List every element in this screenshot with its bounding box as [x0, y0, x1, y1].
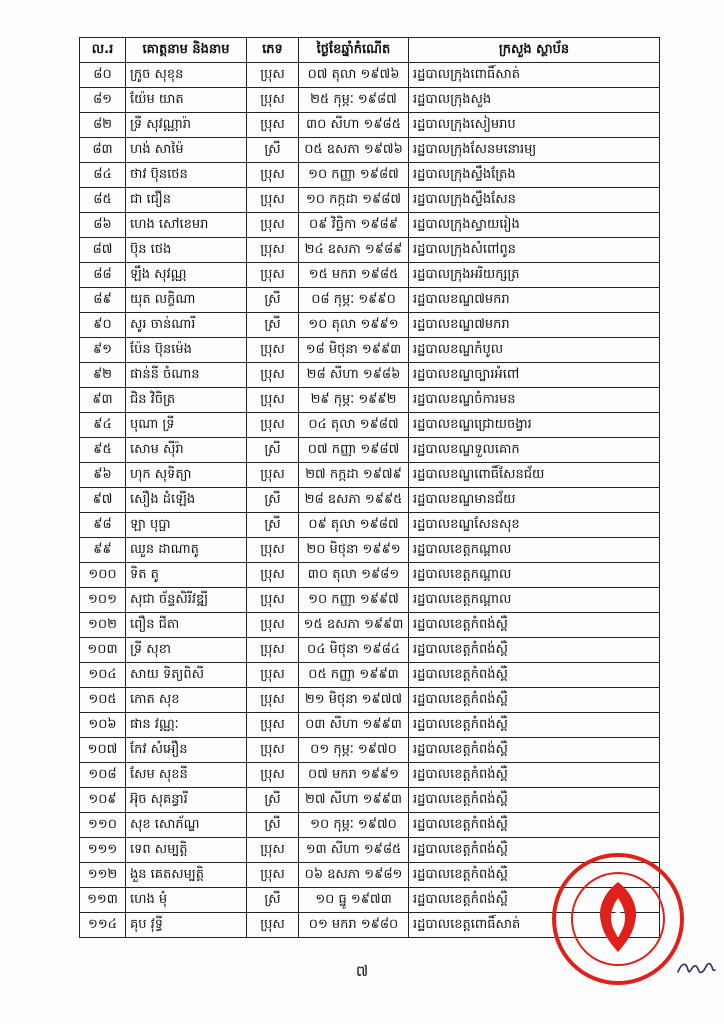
table-row	[80, 363, 660, 388]
row-number-cell: ៨៤	[80, 163, 126, 188]
full-name-cell: សែម សុខនី	[126, 763, 247, 788]
row-number-cell: ៩៦	[80, 463, 126, 488]
birth-date-cell: ២៨ សីហា ១៩៨៦	[299, 363, 409, 388]
row-number-cell: ៩១	[80, 338, 126, 363]
birth-date-cell: ១០ តុលា ១៩៩១	[299, 313, 409, 338]
table-row	[80, 188, 660, 213]
full-name-cell: គុប វុទ្ធី	[126, 913, 247, 938]
table-row	[80, 213, 660, 238]
full-name-cell: ឡា បុប្ផា	[126, 513, 247, 538]
birth-date-cell: ១០ កញ្ញា ១៩៩៧	[299, 588, 409, 613]
birth-date-cell: ១០ កក្កដា ១៩៨៧	[299, 188, 409, 213]
full-name-cell: ប៊ុន ថេង	[126, 238, 247, 263]
institution-cell: រដ្ឋបាលខណ្ឌ៧មករា	[409, 313, 660, 338]
official-seal	[551, 852, 685, 986]
institution-cell: រដ្ឋបាលខេត្តកំពង់ស្ពឺ	[409, 713, 660, 738]
row-number-cell: ៨០	[80, 63, 126, 88]
header-number: ល.រ	[80, 38, 126, 63]
full-name-cell: សុខ សោភ័ណ្ឌ	[126, 813, 247, 838]
birth-date-cell: ១០ កុម្ភៈ ១៩៧០	[299, 813, 409, 838]
row-number-cell: ៩៣	[80, 388, 126, 413]
birth-date-cell: ២៧ សីហា ១៩៩៣	[299, 788, 409, 813]
institution-cell: រដ្ឋបាលខណ្ឌជ្រោយចង្វារ	[409, 413, 660, 438]
row-number-cell: ១១៣	[80, 888, 126, 913]
institution-cell: រដ្ឋបាលខណ្ឌសែនសុខ	[409, 513, 660, 538]
birth-date-cell: ០១ កុម្ភៈ ១៩៧០	[299, 738, 409, 763]
full-name-cell: ទ្រី សុខា	[126, 638, 247, 663]
institution-cell: រដ្ឋបាលក្រុងអរិយក្សត្រ	[409, 263, 660, 288]
table-row	[80, 413, 660, 438]
birth-date-cell: ២០ មិថុនា ១៩៩១	[299, 538, 409, 563]
table-row	[80, 263, 660, 288]
institution-cell: រដ្ឋបាលខេត្តកំពង់ស្ពឺ	[409, 838, 660, 863]
institution-cell: រដ្ឋបាលខេត្តកំពង់ស្ពឺ	[409, 663, 660, 688]
full-name-cell: អ៊ុច សុគន្ធារី	[126, 788, 247, 813]
institution-cell: រដ្ឋបាលខណ្ឌមានជ័យ	[409, 488, 660, 513]
birth-date-cell: ១០ ធ្នូ ១៩៧៣	[299, 888, 409, 913]
full-name-cell: ថាវ ប៊ុនថេន	[126, 163, 247, 188]
row-number-cell: ១០៤	[80, 663, 126, 688]
row-number-cell: ៨៣	[80, 138, 126, 163]
row-number-cell: ៩៤	[80, 413, 126, 438]
sex-cell: ស្រី	[247, 788, 299, 813]
sex-cell: ស្រី	[247, 488, 299, 513]
table-row	[80, 313, 660, 338]
institution-cell: រដ្ឋបាលក្រុងសែនមនោរម្យ	[409, 138, 660, 163]
table-row	[80, 688, 660, 713]
row-number-cell: ១១១	[80, 838, 126, 863]
row-number-cell: ១០៩	[80, 788, 126, 813]
table-row	[80, 288, 660, 313]
row-number-cell: ១១០	[80, 813, 126, 838]
personnel-table	[79, 37, 660, 938]
table-row	[80, 238, 660, 263]
row-number-cell: ៩៧	[80, 488, 126, 513]
table-header-row	[80, 38, 660, 63]
sex-cell: ប្រុស	[247, 688, 299, 713]
birth-date-cell: ២៩ កុម្ភៈ ១៩៩២	[299, 388, 409, 413]
institution-cell: រដ្ឋបាលខណ្ឌពោធិ៍សែនជ័យ	[409, 463, 660, 488]
sex-cell: ប្រុស	[247, 663, 299, 688]
row-number-cell: ៩៩	[80, 538, 126, 563]
table-row	[80, 763, 660, 788]
header-institution: ក្រសួង ស្ថាប័ន	[409, 38, 660, 63]
full-name-cell: យុត លក្ខិណា	[126, 288, 247, 313]
table-row	[80, 488, 660, 513]
birth-date-cell: ២៥ កុម្ភៈ ១៩៨៧	[299, 88, 409, 113]
institution-cell: រដ្ឋបាលខណ្ឌទួលគោក	[409, 438, 660, 463]
birth-date-cell: ១៣ សីហា ១៩៨៥	[299, 838, 409, 863]
row-number-cell: ១០០	[80, 563, 126, 588]
birth-date-cell: ០៧ តុលា ១៩៧៦	[299, 63, 409, 88]
signature-mark	[676, 954, 716, 980]
birth-date-cell: ០៦ ឧសភា ១៩៨១	[299, 863, 409, 888]
full-name-cell: ក្រូច សុខុន	[126, 63, 247, 88]
full-name-cell: ទ្រី សុវណ្ណារ៉ា	[126, 113, 247, 138]
sex-cell: ស្រី	[247, 888, 299, 913]
full-name-cell: ហេង សៅខេមរា	[126, 213, 247, 238]
sex-cell: ប្រុស	[247, 613, 299, 638]
institution-cell: រដ្ឋបាលខណ្ឌ៧មករា	[409, 288, 660, 313]
sex-cell: ប្រុស	[247, 588, 299, 613]
sex-cell: ប្រុស	[247, 363, 299, 388]
full-name-cell: ពឿន ជីតា	[126, 613, 247, 638]
table-row	[80, 813, 660, 838]
full-name-cell: ទិត តូ	[126, 563, 247, 588]
table-row	[80, 88, 660, 113]
sex-cell: ប្រុស	[247, 63, 299, 88]
sex-cell: ប្រុស	[247, 238, 299, 263]
institution-cell: រដ្ឋបាលខេត្តកំពង់ស្ពឺ	[409, 763, 660, 788]
sex-cell: ប្រុស	[247, 88, 299, 113]
full-name-cell: កែវ សំអឿន	[126, 738, 247, 763]
institution-cell: រដ្ឋបាលខេត្តកណ្ដាល	[409, 588, 660, 613]
full-name-cell: ប៉ែន ប៊ុនម៉េង	[126, 338, 247, 363]
institution-cell: រដ្ឋបាលខេត្តកណ្ដាល	[409, 538, 660, 563]
institution-cell: រដ្ឋបាលខេត្តពោធិ៍សាត់	[409, 913, 660, 938]
page-number: ៧	[355, 962, 369, 980]
institution-cell: រដ្ឋបាលក្រុងស្ទឹងត្រែង	[409, 163, 660, 188]
row-number-cell: ៩៨	[80, 513, 126, 538]
table-row	[80, 563, 660, 588]
full-name-cell: សោម ស៊ីរ៉ា	[126, 438, 247, 463]
table-row	[80, 338, 660, 363]
row-number-cell: ៨៨	[80, 263, 126, 288]
birth-date-cell: ៣០ តុលា ១៩៨១	[299, 563, 409, 588]
table-row	[80, 738, 660, 763]
birth-date-cell: ៣០ សីហា ១៩៨៥	[299, 113, 409, 138]
table-row	[80, 663, 660, 688]
full-name-cell: ផាន់នី ចំណាន	[126, 363, 247, 388]
sex-cell: ស្រី	[247, 813, 299, 838]
row-number-cell: ៩៥	[80, 438, 126, 463]
full-name-cell: សឿង ដំឡើង	[126, 488, 247, 513]
header-sex: ភេទ	[247, 38, 299, 63]
sex-cell: ប្រុស	[247, 763, 299, 788]
full-name-cell: ជា ជឿន	[126, 188, 247, 213]
birth-date-cell: ០៧ មករា ១៩៩១	[299, 763, 409, 788]
row-number-cell: ១០៨	[80, 763, 126, 788]
table-row	[80, 138, 660, 163]
institution-cell: រដ្ឋបាលខេត្តកំពង់ស្ពឺ	[409, 688, 660, 713]
sex-cell: ប្រុស	[247, 638, 299, 663]
institution-cell: រដ្ឋបាលក្រុងពោធិ៍សាត់	[409, 63, 660, 88]
birth-date-cell: ០៩ វិច្ឆិកា ១៩៨៩	[299, 213, 409, 238]
sex-cell: ស្រី	[247, 313, 299, 338]
table-row	[80, 63, 660, 88]
full-name-cell: ផាន វណ្ណៈ	[126, 713, 247, 738]
birth-date-cell: ០៥ កញ្ញា ១៩៩៣	[299, 663, 409, 688]
full-name-cell: បុណា ទ្រី	[126, 413, 247, 438]
full-name-cell: សាយ ទិត្យពិសី	[126, 663, 247, 688]
birth-date-cell: ០៣ សីហា ១៩៩៣	[299, 713, 409, 738]
sex-cell: ប្រុស	[247, 413, 299, 438]
institution-cell: រដ្ឋបាលខេត្តកំពង់ស្ពឺ	[409, 888, 660, 913]
table-row	[80, 513, 660, 538]
row-number-cell: ១០២	[80, 613, 126, 638]
full-name-cell: ហេង មុំ	[126, 888, 247, 913]
birth-date-cell: ១០ កញ្ញា ១៩៨៧	[299, 163, 409, 188]
full-name-cell: ហុក សុទិត្យា	[126, 463, 247, 488]
sex-cell: ប្រុស	[247, 913, 299, 938]
table-row	[80, 588, 660, 613]
row-number-cell: ៨៥	[80, 188, 126, 213]
sex-cell: ប្រុស	[247, 738, 299, 763]
full-name-cell: យ៉ែម យាត	[126, 88, 247, 113]
row-number-cell: ១០៦	[80, 713, 126, 738]
full-name-cell: ឡឹង សុវណ្ណ	[126, 263, 247, 288]
birth-date-cell: ០៥ ឧសភា ១៩៧៦	[299, 138, 409, 163]
sex-cell: ស្រី	[247, 288, 299, 313]
table-row	[80, 463, 660, 488]
row-number-cell: ៨៧	[80, 238, 126, 263]
institution-cell: រដ្ឋបាលខេត្តកំពង់ស្ពឺ	[409, 813, 660, 838]
sex-cell: ស្រី	[247, 138, 299, 163]
table-row	[80, 788, 660, 813]
full-name-cell: សុជា ច័ន្ទសិរីវឌ្ឍី	[126, 588, 247, 613]
table-row	[80, 163, 660, 188]
birth-date-cell: ១៥ ឧសភា ១៩៩៣	[299, 613, 409, 638]
row-number-cell: ១០១	[80, 588, 126, 613]
birth-date-cell: ០៩ តុលា ១៩៨៧	[299, 513, 409, 538]
sex-cell: ប្រុស	[247, 188, 299, 213]
institution-cell: រដ្ឋបាលខណ្ឌកំបូល	[409, 338, 660, 363]
sex-cell: ប្រុស	[247, 563, 299, 588]
institution-cell: រដ្ឋបាលខេត្តកំពង់ស្ពឺ	[409, 788, 660, 813]
row-number-cell: ១០៥	[80, 688, 126, 713]
institution-cell: រដ្ឋបាលក្រុងសួង	[409, 88, 660, 113]
institution-cell: រដ្ឋបាលខេត្តកំពង់ស្ពឺ	[409, 638, 660, 663]
sex-cell: ប្រុស	[247, 163, 299, 188]
table-row	[80, 538, 660, 563]
sex-cell: ប្រុស	[247, 263, 299, 288]
table-row	[80, 613, 660, 638]
institution-cell: រដ្ឋបាលក្រុងស្វាយរៀង	[409, 213, 660, 238]
table-row	[80, 113, 660, 138]
birth-date-cell: ២៤ ឧសភា ១៩៨៩	[299, 238, 409, 263]
institution-cell: រដ្ឋបាលខណ្ឌចំការមន	[409, 388, 660, 413]
sex-cell: ប្រុស	[247, 463, 299, 488]
sex-cell: ប្រុស	[247, 388, 299, 413]
birth-date-cell: ២៨ ឧសភា ១៩៩៥	[299, 488, 409, 513]
institution-cell: រដ្ឋបាលខេត្តកំពង់ស្ពឺ	[409, 738, 660, 763]
row-number-cell: ៨១	[80, 88, 126, 113]
institution-cell: រដ្ឋបាលក្រុងស្ទឹងសែន	[409, 188, 660, 213]
table-body	[80, 63, 660, 938]
sex-cell: ប្រុស	[247, 863, 299, 888]
birth-date-cell: ០៨ កុម្ភៈ ១៩៩០	[299, 288, 409, 313]
full-name-cell: ជិន វិចិត្រ	[126, 388, 247, 413]
sex-cell: ប្រុស	[247, 713, 299, 738]
table-row	[80, 388, 660, 413]
row-number-cell: ១០៧	[80, 738, 126, 763]
institution-cell: រដ្ឋបាលខណ្ឌច្បារអំពៅ	[409, 363, 660, 388]
header-birth-date: ថ្ងៃខែឆ្នាំកំណើត	[299, 38, 409, 63]
sex-cell: ប្រុស	[247, 213, 299, 238]
sex-cell: ស្រី	[247, 513, 299, 538]
birth-date-cell: ០៤ មិថុនា ១៩៨៤	[299, 638, 409, 663]
table-row	[80, 713, 660, 738]
sex-cell: ប្រុស	[247, 338, 299, 363]
row-number-cell: ១១៤	[80, 913, 126, 938]
row-number-cell: ១១២	[80, 863, 126, 888]
row-number-cell: ៨៩	[80, 288, 126, 313]
header-name: គោត្តនាម និងនាម	[126, 38, 247, 63]
birth-date-cell: ២៧ កក្កដា ១៩៧៩	[299, 463, 409, 488]
row-number-cell: ៨២	[80, 113, 126, 138]
row-number-cell: ៩០	[80, 313, 126, 338]
full-name-cell: ទេព សម្បត្តិ	[126, 838, 247, 863]
institution-cell: រដ្ឋបាលក្រុងសៀមរាប	[409, 113, 660, 138]
full-name-cell: ហង់ សាម៉ៃ	[126, 138, 247, 163]
sex-cell: ប្រុស	[247, 113, 299, 138]
institution-cell: រដ្ឋបាលខេត្តកំពង់ស្ពឺ	[409, 613, 660, 638]
birth-date-cell: ០៤ តុលា ១៩៨៧	[299, 413, 409, 438]
birth-date-cell: ០១ មករា ១៩៨០	[299, 913, 409, 938]
table-row	[80, 638, 660, 663]
full-name-cell: ងួន គេតសម្បត្តិ	[126, 863, 247, 888]
birth-date-cell: ១៥ មករា ១៩៨៥	[299, 263, 409, 288]
full-name-cell: ឈួន ដាណាតូ	[126, 538, 247, 563]
row-number-cell: ១០៣	[80, 638, 126, 663]
institution-cell: រដ្ឋបាលខេត្តកណ្ដាល	[409, 563, 660, 588]
seal-center-dot	[612, 912, 624, 924]
full-name-cell: កោត សុខ	[126, 688, 247, 713]
table-row	[80, 438, 660, 463]
institution-cell: រដ្ឋបាលក្រុងសំពៅពូន	[409, 238, 660, 263]
birth-date-cell: ០៧ កញ្ញា ១៩៨៧	[299, 438, 409, 463]
row-number-cell: ៩២	[80, 363, 126, 388]
sex-cell: ស្រី	[247, 438, 299, 463]
sex-cell: ប្រុស	[247, 538, 299, 563]
institution-cell: រដ្ឋបាលខេត្តកំពង់ស្ពឺ	[409, 863, 660, 888]
sex-cell: ប្រុស	[247, 838, 299, 863]
birth-date-cell: ១៨ មិថុនា ១៩៩៣	[299, 338, 409, 363]
row-number-cell: ៨៦	[80, 213, 126, 238]
birth-date-cell: ២១ មិថុនា ១៩៧៧	[299, 688, 409, 713]
full-name-cell: សូរ ចាន់ណារី	[126, 313, 247, 338]
